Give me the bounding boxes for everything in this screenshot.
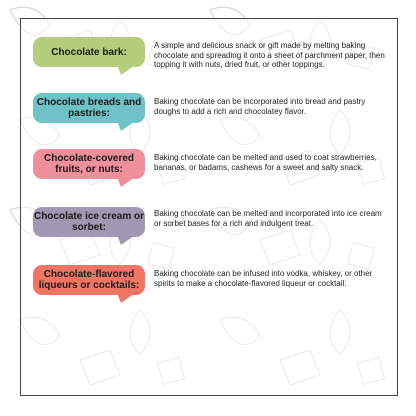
item-title: Chocolate ice cream or sorbet: xyxy=(33,211,145,233)
item-title: Chocolate-flavored liqueurs or cocktails: xyxy=(38,269,140,291)
item-title: Chocolate breads and pastries: xyxy=(36,97,142,119)
content-card xyxy=(20,18,398,396)
item-description: A simple and delicious snack or gift made by melting baking chocolate and spreading it onto a sheet of parchment paper, then topping it with nuts, dried fruit, or other toppings. xyxy=(154,41,385,70)
title-bubble xyxy=(33,37,145,67)
title-bubble xyxy=(33,149,145,179)
item-description: Baking chocolate can be melted and used to coat strawberries, bananas, or badams, cashews for a sweet and salty snack. xyxy=(154,153,377,172)
bubble-tail xyxy=(117,293,135,303)
title-bubble xyxy=(33,93,145,123)
bubble-tail xyxy=(117,235,135,245)
title-bubble xyxy=(33,265,145,295)
title-bubble xyxy=(33,207,145,237)
item-description: Baking chocolate can be incorporated into bread and pastry doughs to add a rich and chocolatey flavor. xyxy=(154,97,366,116)
item-description: Baking chocolate can be melted and incorporated into ice cream or sorbet bases for a rich and indulgent treat. xyxy=(154,209,382,228)
bubble-tail xyxy=(117,121,135,131)
bubble-tail xyxy=(117,177,135,187)
item-title: Chocolate bark: xyxy=(51,46,127,58)
item-title: Chocolate-covered fruits, or nuts: xyxy=(43,153,135,175)
bubble-tail xyxy=(117,65,135,75)
item-description: Baking chocolate can be infused into vodka, whiskey, or other spirits to make a chocolate-flavored liqueur or cocktail. xyxy=(154,269,373,288)
